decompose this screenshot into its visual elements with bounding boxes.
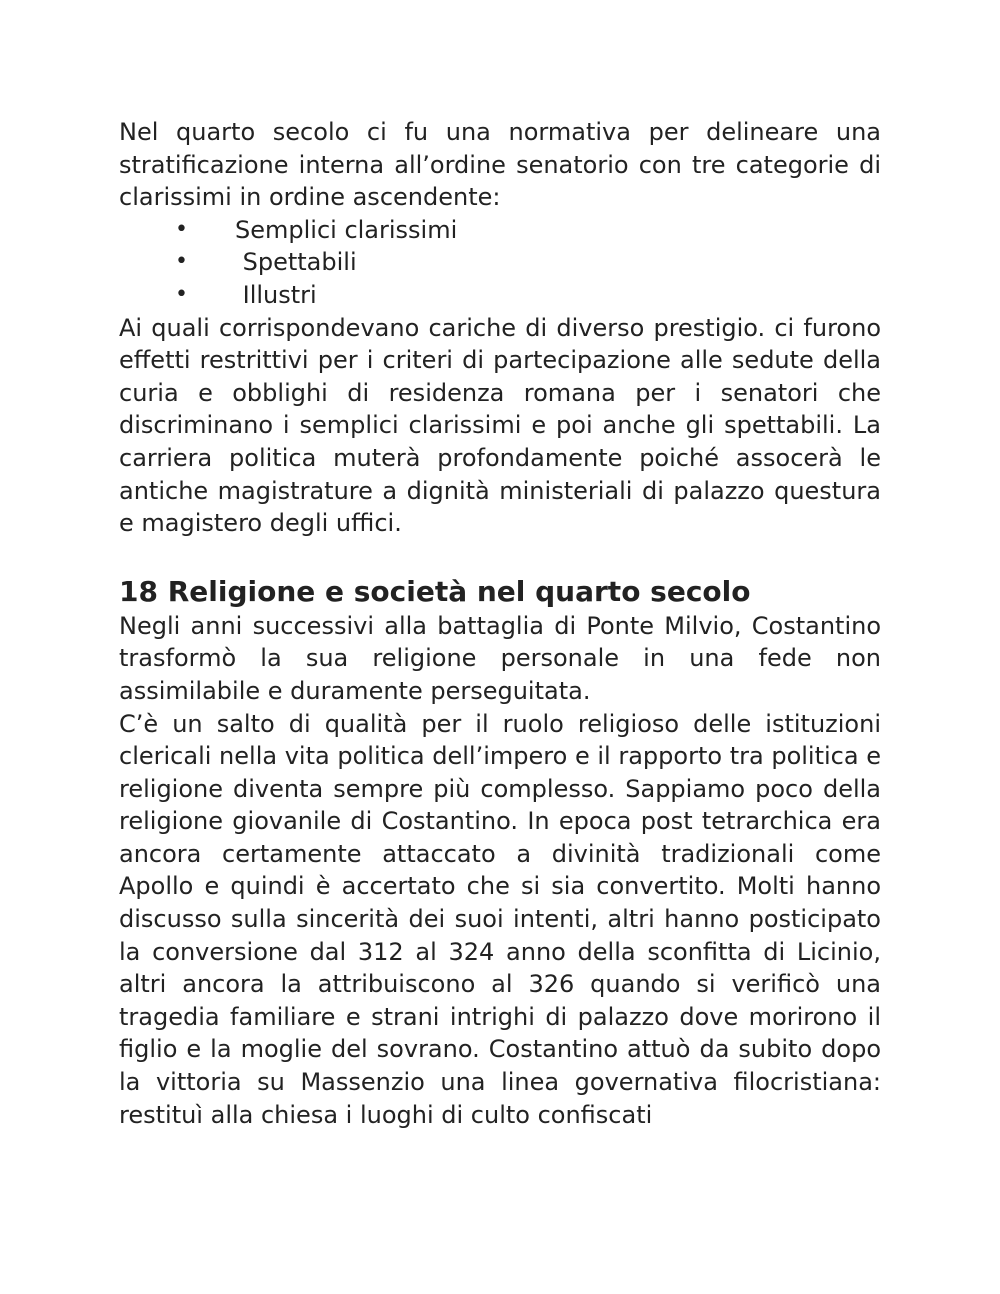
section-paragraph: Negli anni successivi alla battaglia di Ponte Milvio, Costantino trasformò la sua religione personale in una fede non assimilabile e duramente perseguitata.: [119, 611, 881, 705]
section-paragraph: C’è un salto di qualità per il ruolo religioso delle istituzioni clericali nella vita politica dell’impero e il rapporto tra politica e religione diventa sempre più complesso. Sappiamo poco della religione giovanile di Costantino. In epoca post tetrarchica era ancora certamente attaccato a divinità tradizionali come Apollo e quindi è accertato che si sia convertito. Molti hanno discusso sulla sincerità dei suoi intenti, altri hanno posticipato la conversione dal 312 al 324 anno della sconfitta di Licinio, altri ancora la attribuiscono al 326 quando si verificò una tragedia familiare e strani intrighi di palazzo dove morirono il figlio e la moglie del sovrano. Costantino attuò da subito dopo la vittoria su Massenzio una linea governativa filocristiana: restituì alla chiesa i luoghi di culto confiscati: [119, 709, 881, 1129]
bullet-icon: •: [175, 281, 188, 307]
list-item-text: Spettabili: [235, 248, 357, 277]
section-heading: 18 Religione e società nel quarto secolo: [119, 574, 751, 608]
bullet-icon: •: [175, 216, 188, 242]
list-item: [119, 214, 881, 247]
intro-paragraph: Nel quarto secolo ci fu una normativa per delineare una stratificazione interna all’ordine senatorio con tre categorie di clarissimi in ordine ascendente:: [119, 118, 881, 212]
bullet-icon: •: [175, 249, 188, 275]
list-item-text: Semplici clarissimi: [235, 215, 458, 244]
stratification-list: [119, 214, 881, 312]
list-item-text: Illustri: [235, 280, 317, 309]
after-list-paragraph: Ai quali corrispondevano cariche di diverso prestigio. ci furono effetti restrittivi per i criteri di partecipazione alle sedute della curia e obblighi di residenza romana per i senatori che discriminano i semplici clarissimi e poi anche gli spettabili. La carriera politica muterà profondamente poiché assocerà le antiche magistrature a dignità ministeriali di palazzo questura e magistero degli uffici.: [119, 313, 881, 538]
document-page: [119, 116, 881, 1131]
list-item: [119, 279, 881, 312]
list-item: [119, 246, 881, 279]
